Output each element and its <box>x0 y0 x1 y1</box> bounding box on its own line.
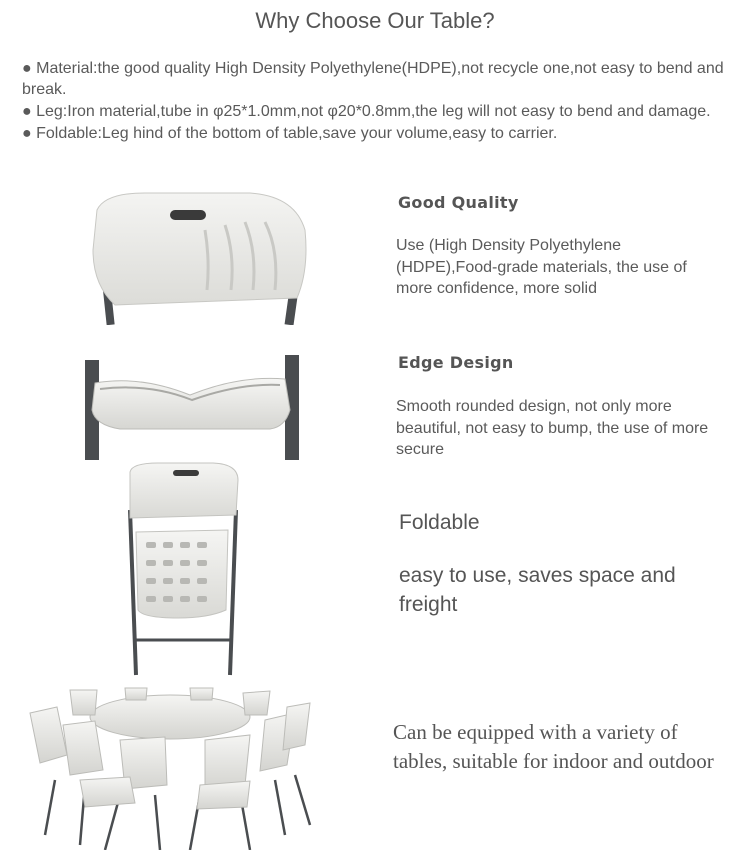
folded-chair-photo <box>118 460 258 680</box>
variety-text: Can be equipped with a variety of tables, suitable for indoor and outdoor <box>393 720 714 773</box>
edge-design-text: Smooth rounded design, not only more beautiful, not easy to bump, the use of more secure <box>396 398 709 458</box>
round-table-with-chairs-photo <box>25 685 325 850</box>
page-title: Why Choose Our Table? <box>255 8 495 33</box>
good-quality-text: Use (High Density Polyethylene (HDPE),Food-grade materials, the use of more confidence, more solid <box>396 237 687 297</box>
good-quality-title: Good Quality <box>398 193 519 212</box>
foldable-text: easy to use, saves space and freight <box>399 564 676 616</box>
chair-backrest-photo <box>85 190 315 325</box>
chair-seat-edge-photo <box>80 355 310 460</box>
edge-design-title: Edge Design <box>398 353 514 372</box>
feature-bullet-list <box>22 58 732 145</box>
bullet-foldable: ● Foldable:Leg hind of the bottom of table,save your volume,easy to carrier. <box>22 125 558 142</box>
bullet-material: ● Material:the good quality High Density Polyethylene(HDPE),not recycle one,not easy to bend and break. <box>22 60 724 98</box>
bullet-leg: ● Leg:Iron material,tube in φ25*1.0mm,not φ20*0.8mm,the leg will not easy to bend and damage. <box>22 103 711 120</box>
foldable-title: Foldable <box>399 511 480 534</box>
